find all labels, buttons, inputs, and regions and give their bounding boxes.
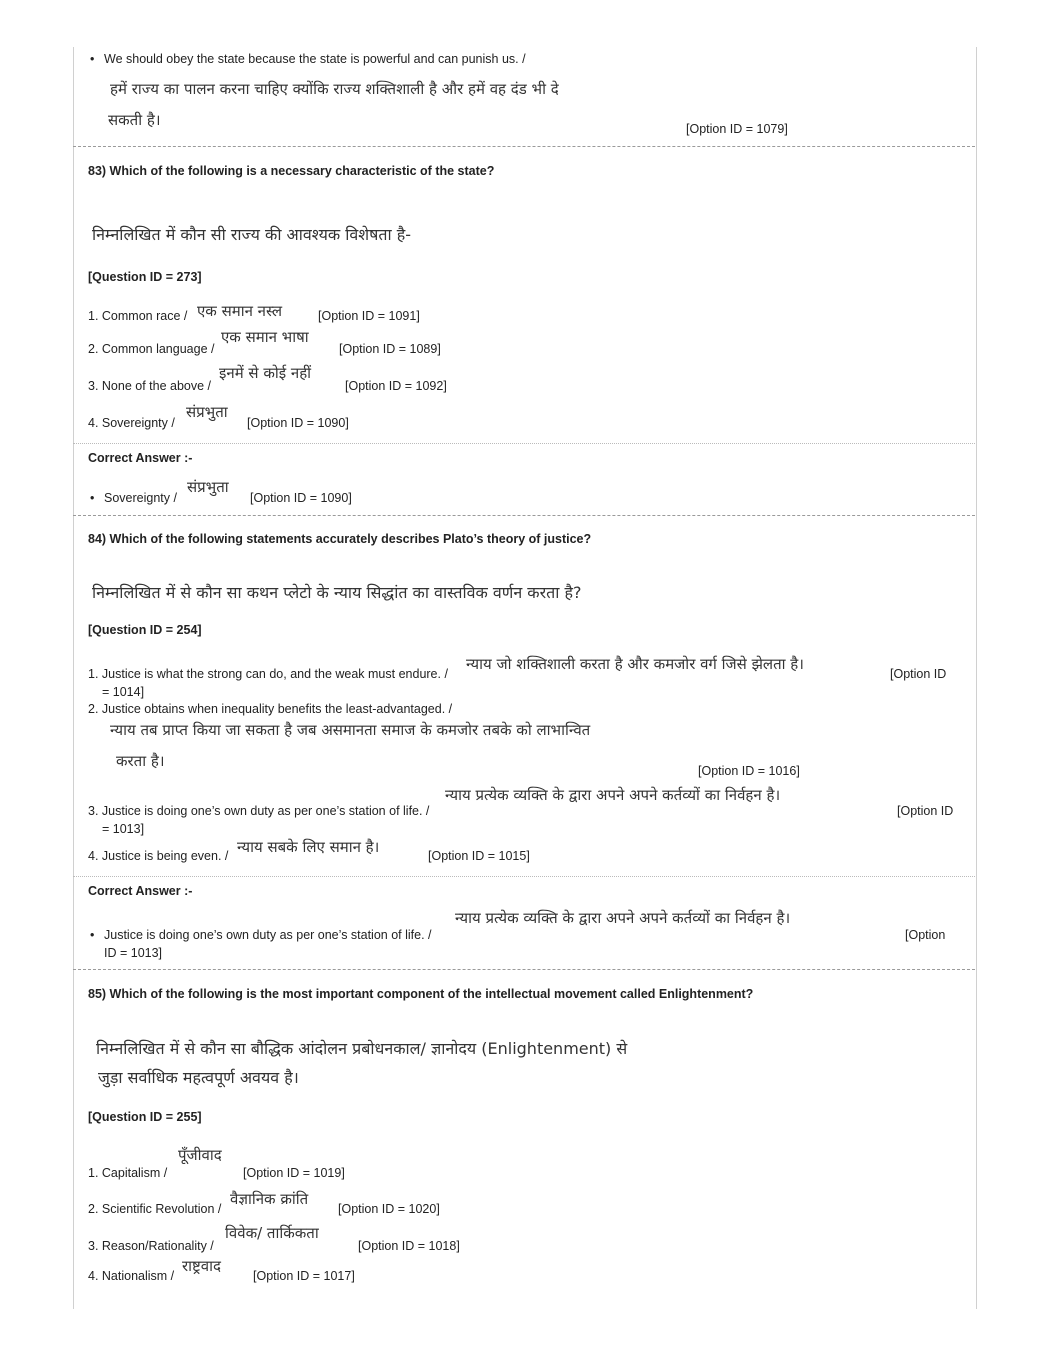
- option-hindi: न्याय प्रत्येक व्यक्ति के द्वारा अपने अपने कर्तव्यों का निर्वहन है।: [445, 786, 781, 804]
- option-id-cont: = 1014]: [102, 685, 145, 699]
- question-divider: [73, 515, 975, 516]
- answer-divider: [73, 876, 975, 877]
- option-text: 1. Capitalism /: [88, 1166, 168, 1180]
- option-id: [Option ID: [897, 804, 954, 818]
- option-id: [Option ID = 1017]: [253, 1269, 355, 1283]
- prev-option-id: [Option ID = 1079]: [686, 122, 788, 136]
- answer-hindi: संप्रभुता: [187, 478, 229, 496]
- option-hindi-line1: न्याय तब प्राप्त किया जा सकता है जब असमानता समाज के कमजोर तबके को लाभान्वित: [110, 721, 591, 739]
- option-id: [Option ID = 1016]: [698, 764, 800, 778]
- option-hindi: न्याय सबके लिए समान है।: [237, 838, 380, 856]
- option-id: [Option ID = 1020]: [338, 1202, 440, 1216]
- option-hindi-line2: करता है।: [116, 752, 165, 770]
- option-id: [Option ID = 1090]: [247, 416, 349, 430]
- option-hindi: संप्रभुता: [186, 403, 228, 421]
- option-text: 1. Common race /: [88, 309, 188, 323]
- option-text: 3. None of the above /: [88, 379, 212, 393]
- option-text: 1. Justice is what the strong can do, and the weak must endure. /: [88, 667, 448, 681]
- option-text: 4. Justice is being even. /: [88, 849, 229, 863]
- option-id: [Option ID = 1015]: [428, 849, 530, 863]
- option-hindi: पूँजीवाद: [178, 1146, 222, 1164]
- option-text: 2. Scientific Revolution /: [88, 1202, 222, 1216]
- question-83-id: [Question ID = 273]: [88, 270, 202, 284]
- answer-option-id: [Option: [905, 928, 946, 942]
- question-85-hindi-line1: निम्नलिखित में से कौन सा बौद्धिक आंदोलन प्रबोधनकाल/ ज्ञानोदय (Enlightenment) से: [96, 1039, 628, 1058]
- question-85-id: [Question ID = 255]: [88, 1110, 202, 1124]
- question-83-title: 83) Which of the following is a necessary characteristic of the state?: [88, 164, 495, 178]
- option-id: [Option ID = 1089]: [339, 342, 441, 356]
- prev-option-text: • We should obey the state because the state is powerful and can punish us. /: [104, 52, 526, 66]
- option-hindi: एक समान नस्ल: [197, 302, 283, 320]
- answer-option-id-cont: ID = 1013]: [104, 946, 163, 960]
- option-text: 4. Nationalism /: [88, 1269, 175, 1283]
- prev-option-hindi-line1: हमें राज्य का पालन करना चाहिए क्योंकि राज्य शक्तिशाली है और हमें वह दंड भी दे: [110, 80, 559, 98]
- answer-hindi: न्याय प्रत्येक व्यक्ति के द्वारा अपने अपने कर्तव्यों का निर्वहन है।: [455, 909, 791, 927]
- question-divider: [73, 146, 975, 147]
- answer-text: • Justice is doing one’s own duty as per one’s station of life. /: [104, 928, 432, 942]
- option-id: [Option ID = 1018]: [358, 1239, 460, 1253]
- option-id: [Option ID = 1092]: [345, 379, 447, 393]
- correct-answer-label: Correct Answer :-: [88, 884, 193, 898]
- option-text: 2. Common language /: [88, 342, 215, 356]
- option-hindi: एक समान भाषा: [221, 328, 309, 346]
- option-hindi: विवेक/ तार्किकता: [225, 1224, 319, 1242]
- question-84-id: [Question ID = 254]: [88, 623, 202, 637]
- question-85-title: 85) Which of the following is the most important component of the intellectual movement called Enlightenment?: [88, 987, 754, 1001]
- option-id: [Option ID = 1019]: [243, 1166, 345, 1180]
- option-text: 3. Justice is doing one’s own duty as per one’s station of life. /: [88, 804, 430, 818]
- question-84-hindi: निम्नलिखित में से कौन सा कथन प्लेटो के न्याय सिद्धांत का वास्तविक वर्णन करता है?: [92, 583, 582, 602]
- option-hindi: वैज्ञानिक क्रांति: [230, 1190, 309, 1208]
- answer-divider: [73, 443, 975, 444]
- option-id: [Option ID: [890, 667, 947, 681]
- correct-answer-label: Correct Answer :-: [88, 451, 193, 465]
- question-divider: [73, 969, 975, 970]
- question-85-hindi-line2: जुड़ा सर्वाधिक महत्वपूर्ण अवयव है।: [98, 1068, 299, 1087]
- option-id-cont: = 1013]: [102, 822, 145, 836]
- question-83-hindi: निम्नलिखित में कौन सी राज्य की आवश्यक विशेषता है-: [92, 225, 412, 244]
- option-text: 4. Sovereignty /: [88, 416, 175, 430]
- option-hindi: न्याय जो शक्तिशाली करता है और कमजोर वर्ग जिसे झेलता है।: [466, 655, 804, 673]
- answer-option-id: [Option ID = 1090]: [250, 491, 352, 505]
- answer-text: • Sovereignty /: [104, 491, 177, 505]
- prev-option-hindi-line2: सकती है।: [108, 111, 161, 129]
- option-text: 3. Reason/Rationality /: [88, 1239, 214, 1253]
- option-id: [Option ID = 1091]: [318, 309, 420, 323]
- option-text: 2. Justice obtains when inequality benefits the least-advantaged. /: [88, 702, 453, 716]
- question-84-title: 84) Which of the following statements accurately describes Plato’s theory of justice?: [88, 532, 592, 546]
- option-hindi: इनमें से कोई नहीं: [219, 364, 312, 382]
- option-hindi: राष्ट्रवाद: [182, 1257, 221, 1275]
